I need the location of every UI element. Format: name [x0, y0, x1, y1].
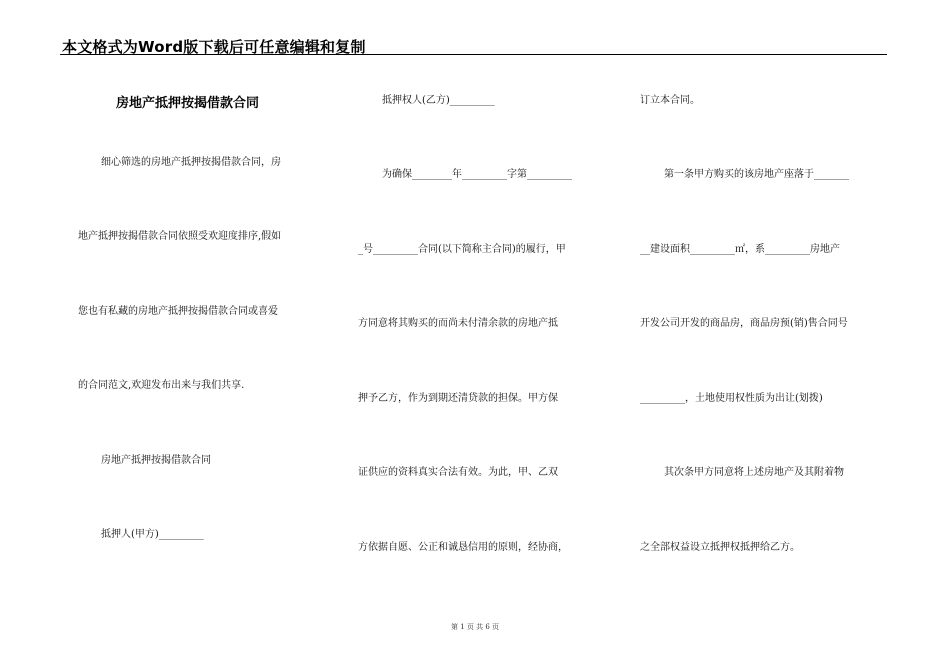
col1-line: 的合同范文,欢迎发布出来与我们共享.	[78, 380, 245, 391]
col2-line: 押予乙方，作为到期还清贷款的担保。甲方保	[358, 393, 558, 404]
col2-line: 方依据自愿、公正和诚恳信用的原则，经协商，	[358, 542, 568, 553]
col3-line: _________，土地使用权性质为出让(划拨)	[640, 393, 823, 404]
col3-line: 订立本合同。	[640, 95, 700, 106]
col3-line: 之全部权益设立抵押权抵押给乙方。	[640, 542, 800, 553]
col2-line: 抵押权人(乙方)_________	[382, 95, 495, 106]
col1-line: 细心筛选的房地产抵押按揭借款合同，房	[101, 157, 281, 168]
document-title: 房地产抵押按揭借款合同	[116, 96, 260, 111]
col1-line: 您也有私藏的房地产抵押按揭借款合同或喜爱	[78, 306, 278, 317]
col3-line: __建设面积_________㎡，系_________房地产	[640, 244, 840, 255]
col1-line: 房地产抵押按揭借款合同	[101, 455, 211, 466]
col3-line: 开发公司开发的商品房，商品房预(销)售合同号	[640, 318, 848, 329]
col3-line: 其次条甲方同意将上述房地产及其附着物	[664, 467, 844, 478]
document-header-banner: 本文格式为Word版下载后可任意编辑和复制	[62, 38, 366, 56]
col2-line: 为确保________年_________字第_________	[382, 169, 572, 180]
col2-line: 证供应的资料真实合法有效。为此，甲、乙双	[358, 467, 558, 478]
col1-line: 地产抵押按揭借款合同依照受欢迎度排序,假如	[78, 231, 282, 242]
col1-line: 抵押人(甲方)_________	[101, 529, 204, 540]
col2-line: _号_________合同(以下简称主合同)的履行，甲	[358, 244, 566, 255]
col3-line: 第一条甲方购买的该房地产座落于_______	[664, 169, 849, 180]
page-number-footer: 第 1 页 共 6 页	[450, 623, 500, 631]
header-divider	[60, 54, 887, 55]
col2-line: 方同意将其购买的而尚未付清余款的房地产抵	[358, 318, 558, 329]
